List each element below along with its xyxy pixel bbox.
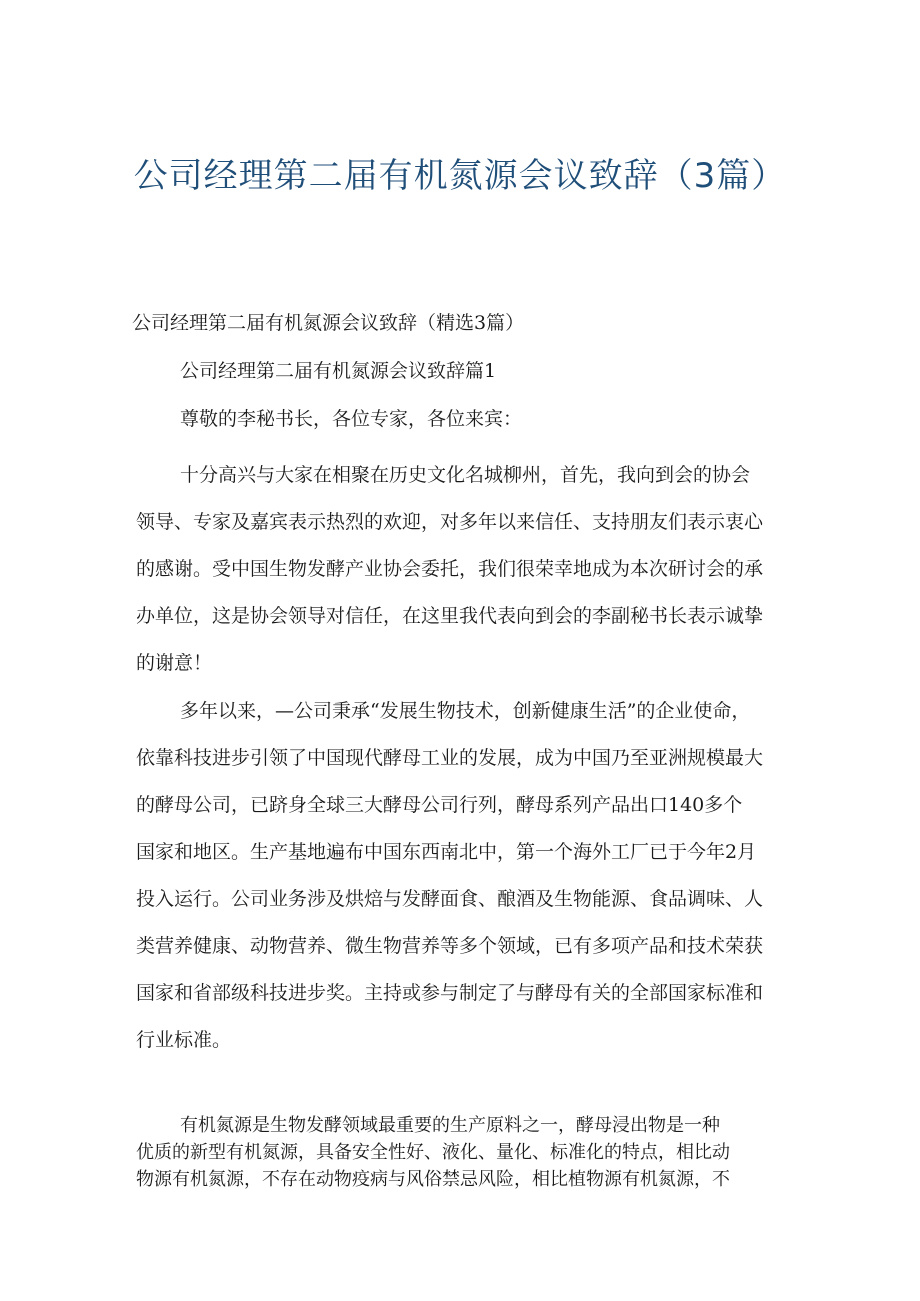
paragraph-line: 物源有机氮源，不存在动物疫病与风俗禁忌风险，相比植物源有机氮源，不 (136, 1169, 730, 1190)
document-subtitle: 公司经理第二届有机氮源会议致辞（精选3篇） (132, 312, 525, 334)
paragraph-line: 十分高兴与大家在相聚在历史文化名城柳州，首先，我向到会的协会 (180, 464, 751, 486)
paragraph-1 (136, 452, 796, 687)
paragraph-line: 领导、专家及嘉宾表示热烈的欢迎，对多年以来信任、支持朋友们表示衷心 (136, 511, 764, 533)
paragraph-line: 办单位，这是协会领导对信任，在这里我代表向到会的李副秘书长表示诚挚 (136, 605, 764, 627)
paragraph-line: 的谢意！ (136, 652, 213, 674)
paragraph-line: 行业标准。 (136, 1029, 232, 1051)
paragraph-line: 投入运行。公司业务涉及烘焙与发酵面食、酿酒及生物能源、食品调味、人 (136, 888, 764, 910)
document-title: 公司经理第二届有机氮源会议致辞（3篇） (133, 156, 787, 196)
paragraph-line: 国家和地区。生产基地遍布中国东西南北中，第一个海外工厂已于今年2月 (136, 841, 757, 863)
paragraph-line: 依靠科技进步引领了中国现代酵母工业的发展，成为中国乃至亚洲规模最大 (136, 747, 764, 769)
paragraph-line: 的酵母公司，已跻身全球三大酵母公司行列，酵母系列产品出口140多个 (136, 794, 743, 816)
paragraph-line: 有机氮源是生物发酵领域最重要的生产原料之一，酵母浸出物是一种 (180, 1115, 720, 1136)
paragraph-line: 的感谢。受中国生物发酵产业协会委托，我们很荣幸地成为本次研讨会的承 (136, 558, 764, 580)
paragraph-line: 国家和省部级科技进步奖。主持或参与制定了与酵母有关的全部国家标准和 (136, 982, 764, 1004)
paragraph-line: 优质的新型有机氮源，具备安全性好、液化、量化、标准化的特点，相比动 (136, 1142, 730, 1163)
paragraph-line: 多年以来，—公司秉承“发展生物技术，创新健康生活”的企业使命， (180, 700, 751, 722)
greeting-line: 尊敬的李秘书长，各位专家，各位来宾： (180, 408, 523, 430)
section-heading: 公司经理第二届有机氮源会议致辞篇1 (180, 360, 497, 382)
paragraph-3 (136, 1112, 796, 1193)
paragraph-line: 类营养健康、动物营养、微生物营养等多个领域，已有多项产品和技术荣获 (136, 935, 764, 957)
paragraph-2 (136, 688, 796, 1064)
